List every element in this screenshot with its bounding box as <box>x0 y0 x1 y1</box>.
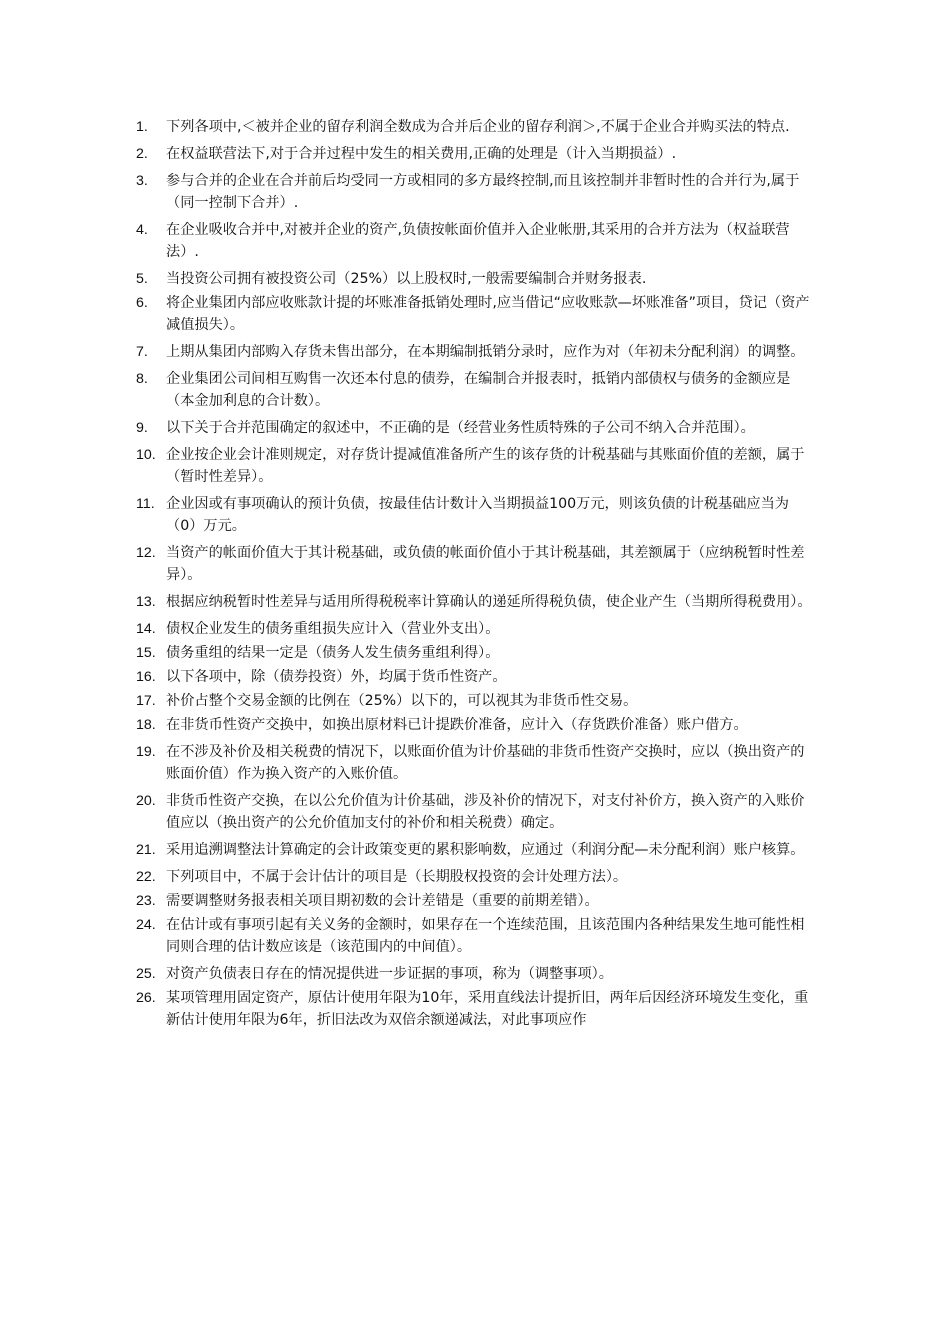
item-number: 24. <box>136 917 156 933</box>
item-text: 参与合并的企业在合并前后均受同一方或相同的多方最终控制,而且该控制并非暂时性的合并行为,属于（同一控制下合并）. <box>166 173 800 211</box>
list-item <box>136 170 816 214</box>
list-item <box>136 417 816 439</box>
item-number: 2. <box>136 146 148 162</box>
item-number: 7. <box>136 344 148 360</box>
list-item <box>136 714 816 736</box>
item-number: 15. <box>136 645 156 661</box>
list-item <box>136 666 816 688</box>
item-text: 以下关于合并范围确定的叙述中，不正确的是（经营业务性质特殊的子公司不纳入合并范围）。 <box>166 420 755 436</box>
item-text: 在不涉及补价及相关税费的情况下，以账面价值为计价基础的非货币性资产交换时，应以（换出资产的账面价值）作为换入资产的入账价值。 <box>166 744 805 782</box>
list-item <box>136 542 816 586</box>
item-text: 企业因或有事项确认的预计负债，按最佳估计数计入当期损益100万元，则该负债的计税基础应当为（0）万元。 <box>166 496 789 534</box>
item-number: 11. <box>136 496 155 512</box>
item-text: 企业按企业会计准则规定，对存货计提减值准备所产生的该存货的计税基础与其账面价值的差额，属于（暂时性差异）。 <box>166 447 805 485</box>
item-number: 23. <box>136 893 156 909</box>
list-item <box>136 292 816 336</box>
item-text: 以下各项中，除（债券投资）外，均属于货币性资产。 <box>166 669 507 685</box>
item-number: 12. <box>136 545 156 561</box>
item-text: 当投资公司拥有被投资公司（25%）以上股权时,一般需要编制合并财务报表. <box>166 271 647 287</box>
item-text: 债权企业发生的债务重组损失应计入（营业外支出）。 <box>166 621 500 637</box>
item-text: 企业集团公司间相互购售一次还本付息的债券，在编制合并报表时，抵销内部债权与债务的金额应是（本金加利息的合计数）。 <box>166 371 791 409</box>
item-number: 19. <box>136 744 156 760</box>
item-text: 将企业集团内部应收账款计提的坏账准备抵销处理时,应当借记“应收账款—坏账准备”项目，贷记（资产减值损失）。 <box>166 295 810 333</box>
item-number: 5. <box>136 271 148 287</box>
item-number: 6. <box>136 295 148 311</box>
item-text: 根据应纳税暂时性差异与适用所得税税率计算确认的递延所得税负债，使企业产生（当期所得税费用）。 <box>166 594 812 610</box>
item-number: 13. <box>136 594 156 610</box>
item-number: 26. <box>136 990 156 1006</box>
item-number: 22. <box>136 869 156 885</box>
item-number: 8. <box>136 371 148 387</box>
list-item <box>136 866 816 888</box>
list-item <box>136 963 816 985</box>
item-text: 债务重组的结果一定是（债务人发生债务重组利得）。 <box>166 645 500 661</box>
item-number: 9. <box>136 420 148 436</box>
item-text: 对资产负债表日存在的情况提供进一步证据的事项，称为（调整事项）。 <box>166 966 613 982</box>
list-item <box>136 914 816 958</box>
list-item <box>136 839 816 861</box>
list-item <box>136 690 816 712</box>
item-text: 下列项目中，不属于会计估计的项目是（长期股权投资的会计处理方法）。 <box>166 869 628 885</box>
item-number: 21. <box>136 842 156 858</box>
item-number: 17. <box>136 693 156 709</box>
item-text: 采用追溯调整法计算确定的会计政策变更的累积影响数，应通过（利润分配—未分配利润）账户核算。 <box>166 842 805 858</box>
item-number: 16. <box>136 669 156 685</box>
item-text: 某项管理用固定资产，原估计使用年限为10年，采用直线法计提折旧，两年后因经济环境发生变化，重新估计使用年限为6年，折旧法改为双倍余额递减法，对此事项应作 <box>166 990 809 1028</box>
item-text: 需要调整财务报表相关项目期初数的会计差错是（重要的前期差错）。 <box>166 893 599 909</box>
list-item <box>136 618 816 640</box>
list-item <box>136 493 816 537</box>
list-item <box>136 268 816 290</box>
list-item <box>136 591 816 613</box>
item-text: 补价占整个交易金额的比例在（25%）以下的，可以视其为非货币性交易。 <box>166 693 638 709</box>
item-text: 当资产的帐面价值大于其计税基础，或负债的帐面价值小于其计税基础，其差额属于（应纳税暂时性差异）。 <box>166 545 805 583</box>
list-item <box>136 116 816 138</box>
item-text: 在权益联营法下,对于合并过程中发生的相关费用,正确的处理是（计入当期损益）. <box>166 146 677 162</box>
list-item <box>136 890 816 912</box>
item-number: 4. <box>136 222 148 238</box>
list-item <box>136 790 816 834</box>
list-item <box>136 444 816 488</box>
list-item <box>136 642 816 664</box>
item-number: 20. <box>136 793 156 809</box>
list-item <box>136 143 816 165</box>
list-item <box>136 987 816 1031</box>
list-item <box>136 341 816 363</box>
question-list <box>136 116 816 1036</box>
item-text: 上期从集团内部购入存货未售出部分，在本期编制抵销分录时，应作为对（年初未分配利润）的调整。 <box>166 344 805 360</box>
item-number: 1. <box>136 119 148 135</box>
list-item <box>136 219 816 263</box>
item-text: 下列各项中,＜被并企业的留存利润全数成为合并后企业的留存利润＞,不属于企业合并购买法的特点. <box>166 119 790 135</box>
item-text: 在企业吸收合并中,对被并企业的资产,负债按帐面价值并入企业帐册,其采用的合并方法为（权益联营法）. <box>166 222 790 260</box>
item-number: 25. <box>136 966 156 982</box>
item-text: 非货币性资产交换，在以公允价值为计价基础，涉及补价的情况下，对支付补价方，换入资产的入账价值应以（换出资产的公允价值加支付的补价和相关税费）确定。 <box>166 793 805 831</box>
item-number: 18. <box>136 717 156 733</box>
item-number: 10. <box>136 447 156 463</box>
list-item <box>136 368 816 412</box>
item-number: 3. <box>136 173 148 189</box>
item-text: 在非货币性资产交换中，如换出原材料已计提跌价准备，应计入（存货跌价准备）账户借方。 <box>166 717 748 733</box>
list-item <box>136 741 816 785</box>
item-number: 14. <box>136 621 156 637</box>
item-text: 在估计或有事项引起有关义务的金额时，如果存在一个连续范围，且该范围内各种结果发生地可能性相同则合理的估计数应该是（该范围内的中间值）。 <box>166 917 805 955</box>
